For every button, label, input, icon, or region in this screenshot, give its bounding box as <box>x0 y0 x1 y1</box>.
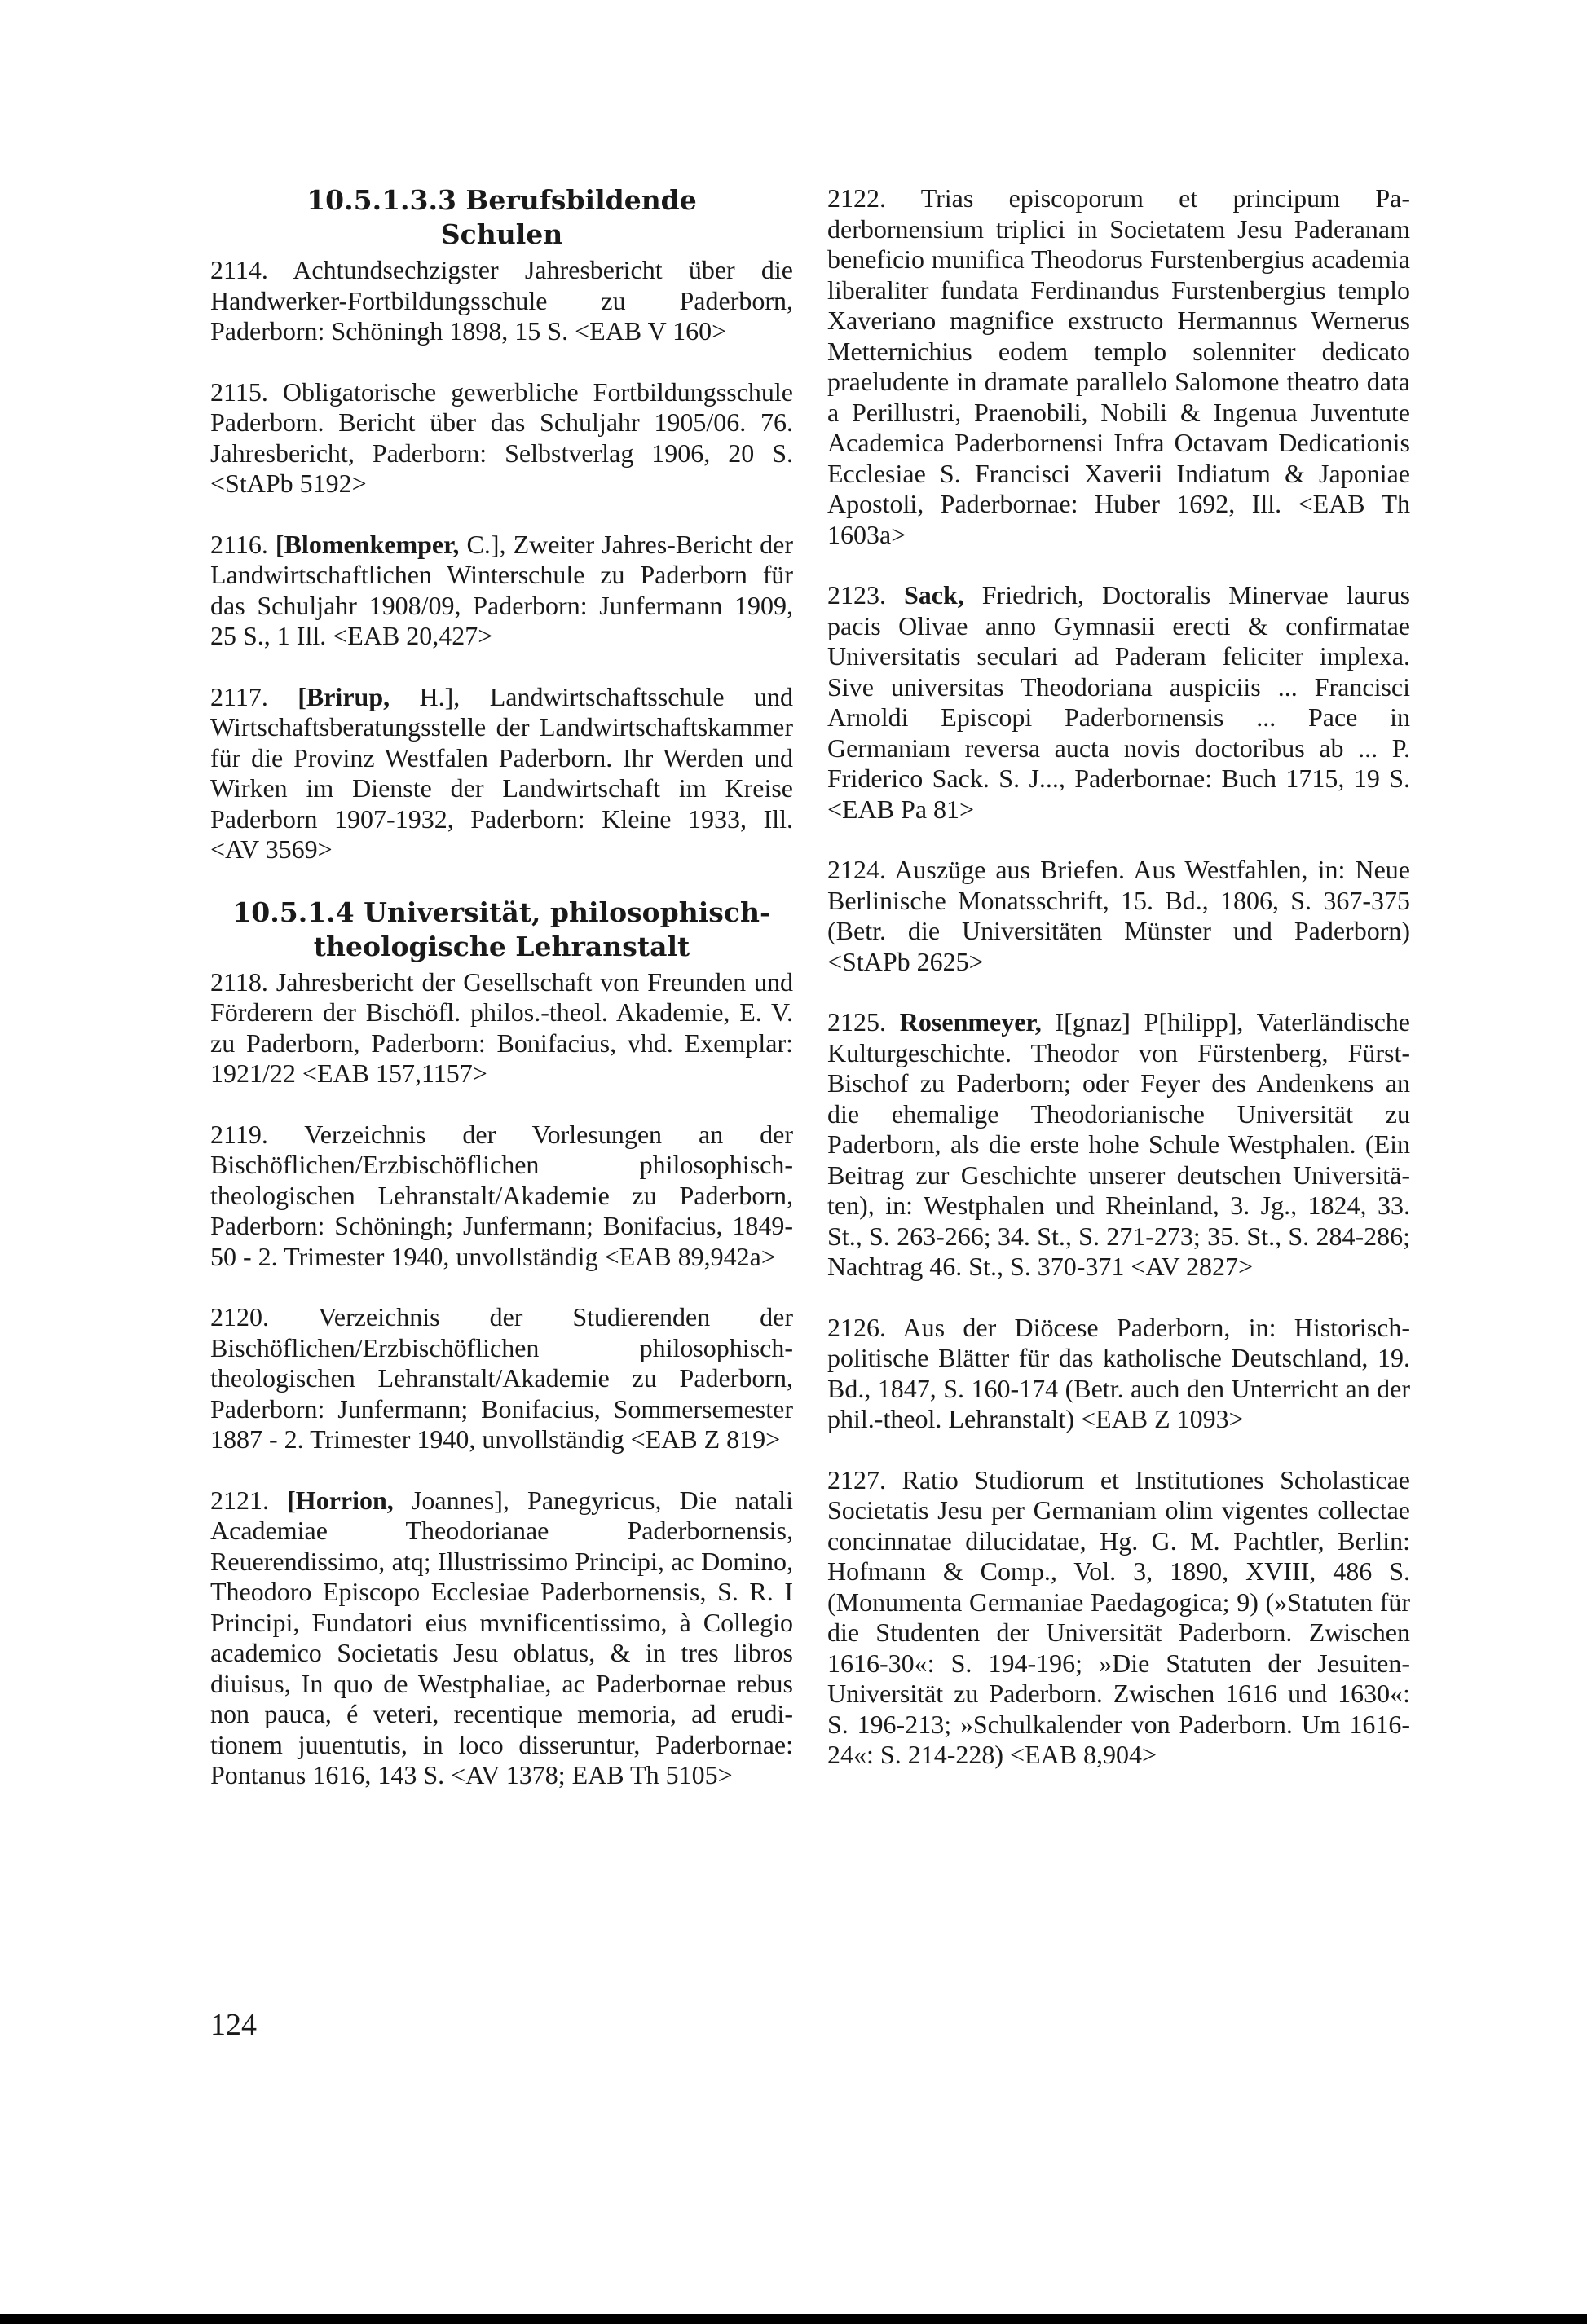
entry-number: 2123. <box>827 580 886 610</box>
bibliography-entry-2124 <box>827 855 1410 977</box>
entry-author: Sack, <box>903 580 964 610</box>
entry-author: [Blomenkemper, <box>275 529 460 559</box>
page-number: 124 <box>210 2008 257 2042</box>
section-heading-universitaet <box>210 896 793 964</box>
entry-author: Rosenmeyer, <box>899 1007 1042 1037</box>
entry-text: Trias episcoporum et principum Paderbornensium triplici in Societatem Jesu Paderanam beneficio munifica Theodorus Furstenbergius academia liberaliter fundata Ferdinandus Furstenbergius templo Xaveriano magnifice exstructo Hermannus Wernerus Metternichius eodem templo solenniter dedicato praeludente in dramate parallelo Salomone theatro data a Perillustri, Praenobili, Nobili & Ingenua Juventute Academica Paderbornensi Infra Octavam Dedicationis Ecclesiae S. Francisci Xaverii Indiatum & Japoniae Apostoli, Paderbornae: Huber 1692, Ill. <EAB Th 1603a> <box>827 183 1411 549</box>
bibliography-entry-2125 <box>827 1007 1410 1283</box>
entry-text: Achtundsechzigster Jahresbericht über die Handwerker-Fortbildungsschule zu Paderborn, Paderborn: Schöningh 1898, 15 S. <EAB V 160> <box>210 255 794 346</box>
bibliography-entry-2117 <box>210 682 793 865</box>
entry-text: H.], Landwirtschaftsschule und Wirtschaftsberatungsstelle der Landwirtschaftskammer für die Provinz Westfalen Paderborn. Ihr Werden und Wirken im Dienste der Landwirtschaft im Kreise Paderborn 1907-1932, Paderborn: Kleine 1933, Ill. <AV 3569> <box>210 681 793 864</box>
bibliography-entry-2115 <box>210 377 793 500</box>
entry-number: 2124. <box>827 855 886 884</box>
scan-bottom-edge <box>0 2314 1587 2324</box>
bibliography-entry-2121 <box>210 1486 793 1791</box>
heading-line: 10.5.1.3.3 Berufsbildende <box>306 184 697 216</box>
entry-number: 2125. <box>827 1007 886 1037</box>
bibliography-entry-2122 <box>827 183 1410 550</box>
bibliography-entry-2126 <box>827 1313 1410 1435</box>
entry-text: Obligatorische gewerbliche Fortbildungsschule Paderborn. Bericht über das Schuljahr 1905/06. 76. Jahresbericht, Paderborn: Selbstverlag 1906, 20 S. <StAPb 5192> <box>210 376 794 498</box>
section-heading-berufsbildende-schulen <box>210 183 793 252</box>
bibliography-entry-2123 <box>827 580 1410 825</box>
bibliography-entry-2114 <box>210 255 793 347</box>
entry-author: [Brirup, <box>298 681 390 711</box>
entry-text: Ratio Studiorum et Institutiones Scholasticae Societatis Jesu per Germaniam olim vigentes collectae concinnatae dilucidatae, Hg. G. M. Pachtler, Berlin: Hofmann & Comp., Vol. 3, 1890, XVIII, 486 S. (Monumenta Germaniae Paedagogica; 9) (»Statuten für die Studenten der Universität Paderborn. Zwischen 1616-30«: S. 194-196; »Die Statuten der Jesuiten-Universität zu Paderborn. Zwischen 1616 und 1630«: S. 196-213; »Schulkalender von Paderborn. Um 1616-24«: S. 214-228) <EAB 8,904> <box>827 1464 1411 1769</box>
left-column <box>210 183 793 1821</box>
bibliography-entry-2116 <box>210 530 793 652</box>
entry-number: 2117. <box>210 681 268 711</box>
entry-text: Friedrich, Doctoralis Minervae laurus pacis Olivae anno Gymnasii erecti & confirmatae Universitatis seculari ad Paderam feliciter implexa. Sive universitas Theodoriana auspiciis ... Francisci Arnoldi Episcopi Paderbornensis ... Pace in Germaniam reversa aucta novis doctoribus ab ... P. Friderico Sack. S. J..., Paderbornae: Buch 1715, 19 S. <EAB Pa 81> <box>827 580 1411 824</box>
entry-number: 2120. <box>210 1302 269 1331</box>
entry-number: 2114. <box>210 255 268 284</box>
entry-text: Verzeichnis der Vorlesungen an der Bischöflichen/Erzbischöflichen philosophisch-theologischen Lehranstalt/Akademie zu Paderborn, Paderborn: Schöningh; Junfermann; Bonifacius, 1849-50 - 2. Trimester 1940, unvollständig <EAB 89,942a> <box>210 1119 793 1271</box>
entry-text: Jahresbericht der Gesellschaft von Freunden und Förderern der Bischöfl. philos.-theol. Akademie, E. V. zu Paderborn, Paderborn: Bonifacius, vhd. Exemplar: 1921/22 <EAB 157,1157> <box>210 966 794 1088</box>
entry-number: 2122. <box>827 183 886 213</box>
entry-number: 2127. <box>827 1464 886 1494</box>
entry-number: 2126. <box>827 1312 886 1342</box>
entry-number: 2119. <box>210 1119 268 1149</box>
right-column <box>827 183 1410 1801</box>
bibliography-entry-2120 <box>210 1302 793 1455</box>
bibliography-entry-2119 <box>210 1120 793 1273</box>
entry-number: 2121. <box>210 1485 269 1515</box>
entry-text: Joannes], Panegyricus, Die natali Academiae Theodorianae Paderbornensis, Reuerendissimo, atq; Illustrissimo Principi, ac Domino, Theodoro Episcopo Ecclesiae Paderbornensis, S. R. I Principi, Fundatori eius mvnificentissimo, à Collegio academico Societatis Jesu oblatus, & in tres libros diuisus, In quo de Westphaliae, ac Paderbornae rebus non pauca, é veteri, recentique memoria, ad eruditionem juuentutis, in loco disseruntur, Paderbornae: Pontanus 1616, 143 S. <AV 1378; EAB Th 5105> <box>210 1485 793 1789</box>
bibliography-entry-2127 <box>827 1465 1410 1771</box>
heading-line: 10.5.1.4 Universität, philosophisch- <box>232 896 771 928</box>
entry-text: I[gnaz] P[hilipp], Vaterländische Kulturgeschichte. Theodor von Fürstenberg, Fürst-Bischof zu Paderborn; oder Feyer des Andenkens an die ehemalige Theodorianische Universität zu Paderborn, als die erste hohe Schule Westphalen. (Ein Beitrag zur Geschichte unserer deutschen Universitäten), in: Westphalen und Rheinland, 3. Jg., 1824, 33. St., S. 263-266; 34. St., S. 271-273; 35. St., S. 284-286; Nachtrag 46. St., S. 370-371 <AV 2827> <box>827 1007 1411 1281</box>
heading-line: Schulen <box>440 218 563 250</box>
entry-text: C.], Zweiter Jahres-Bericht der Landwirtschaftlichen Winterschule zu Paderborn für das Schuljahr 1908/09, Paderborn: Junfermann 1909, 25 S., 1 Ill. <EAB 20,427> <box>210 529 793 650</box>
entry-text: Aus der Diöcese Paderborn, in: Historisch-politische Blätter für das katholische Deutschland, 19. Bd., 1847, S. 160-174 (Betr. auch den Unterricht an der phil.-theol. Lehranstalt) <EAB Z 1093> <box>827 1312 1410 1433</box>
entry-text: Verzeichnis der Studierenden der Bischöflichen/Erzbischöflichen philosophisch-theologischen Lehranstalt/Akademie zu Paderborn, Paderborn: Junfermann; Bonifacius, Sommersemester 1887 - 2. Trimester 1940, unvollständig <EAB Z 819> <box>210 1302 793 1454</box>
bibliography-entry-2118 <box>210 967 793 1089</box>
entry-number: 2115. <box>210 376 268 407</box>
entry-number: 2116. <box>210 529 268 559</box>
heading-line: theologische Lehranstalt <box>313 930 690 962</box>
entry-text: Auszüge aus Briefen. Aus Westfahlen, in: Neue Berlinische Monatsschrift, 15. Bd., 1806, S. 367-375 (Betr. die Universitäten Münster und Paderborn) <StAPb 2625> <box>827 855 1411 976</box>
entry-number: 2118. <box>210 966 268 997</box>
entry-author: [Horrion, <box>287 1485 394 1515</box>
